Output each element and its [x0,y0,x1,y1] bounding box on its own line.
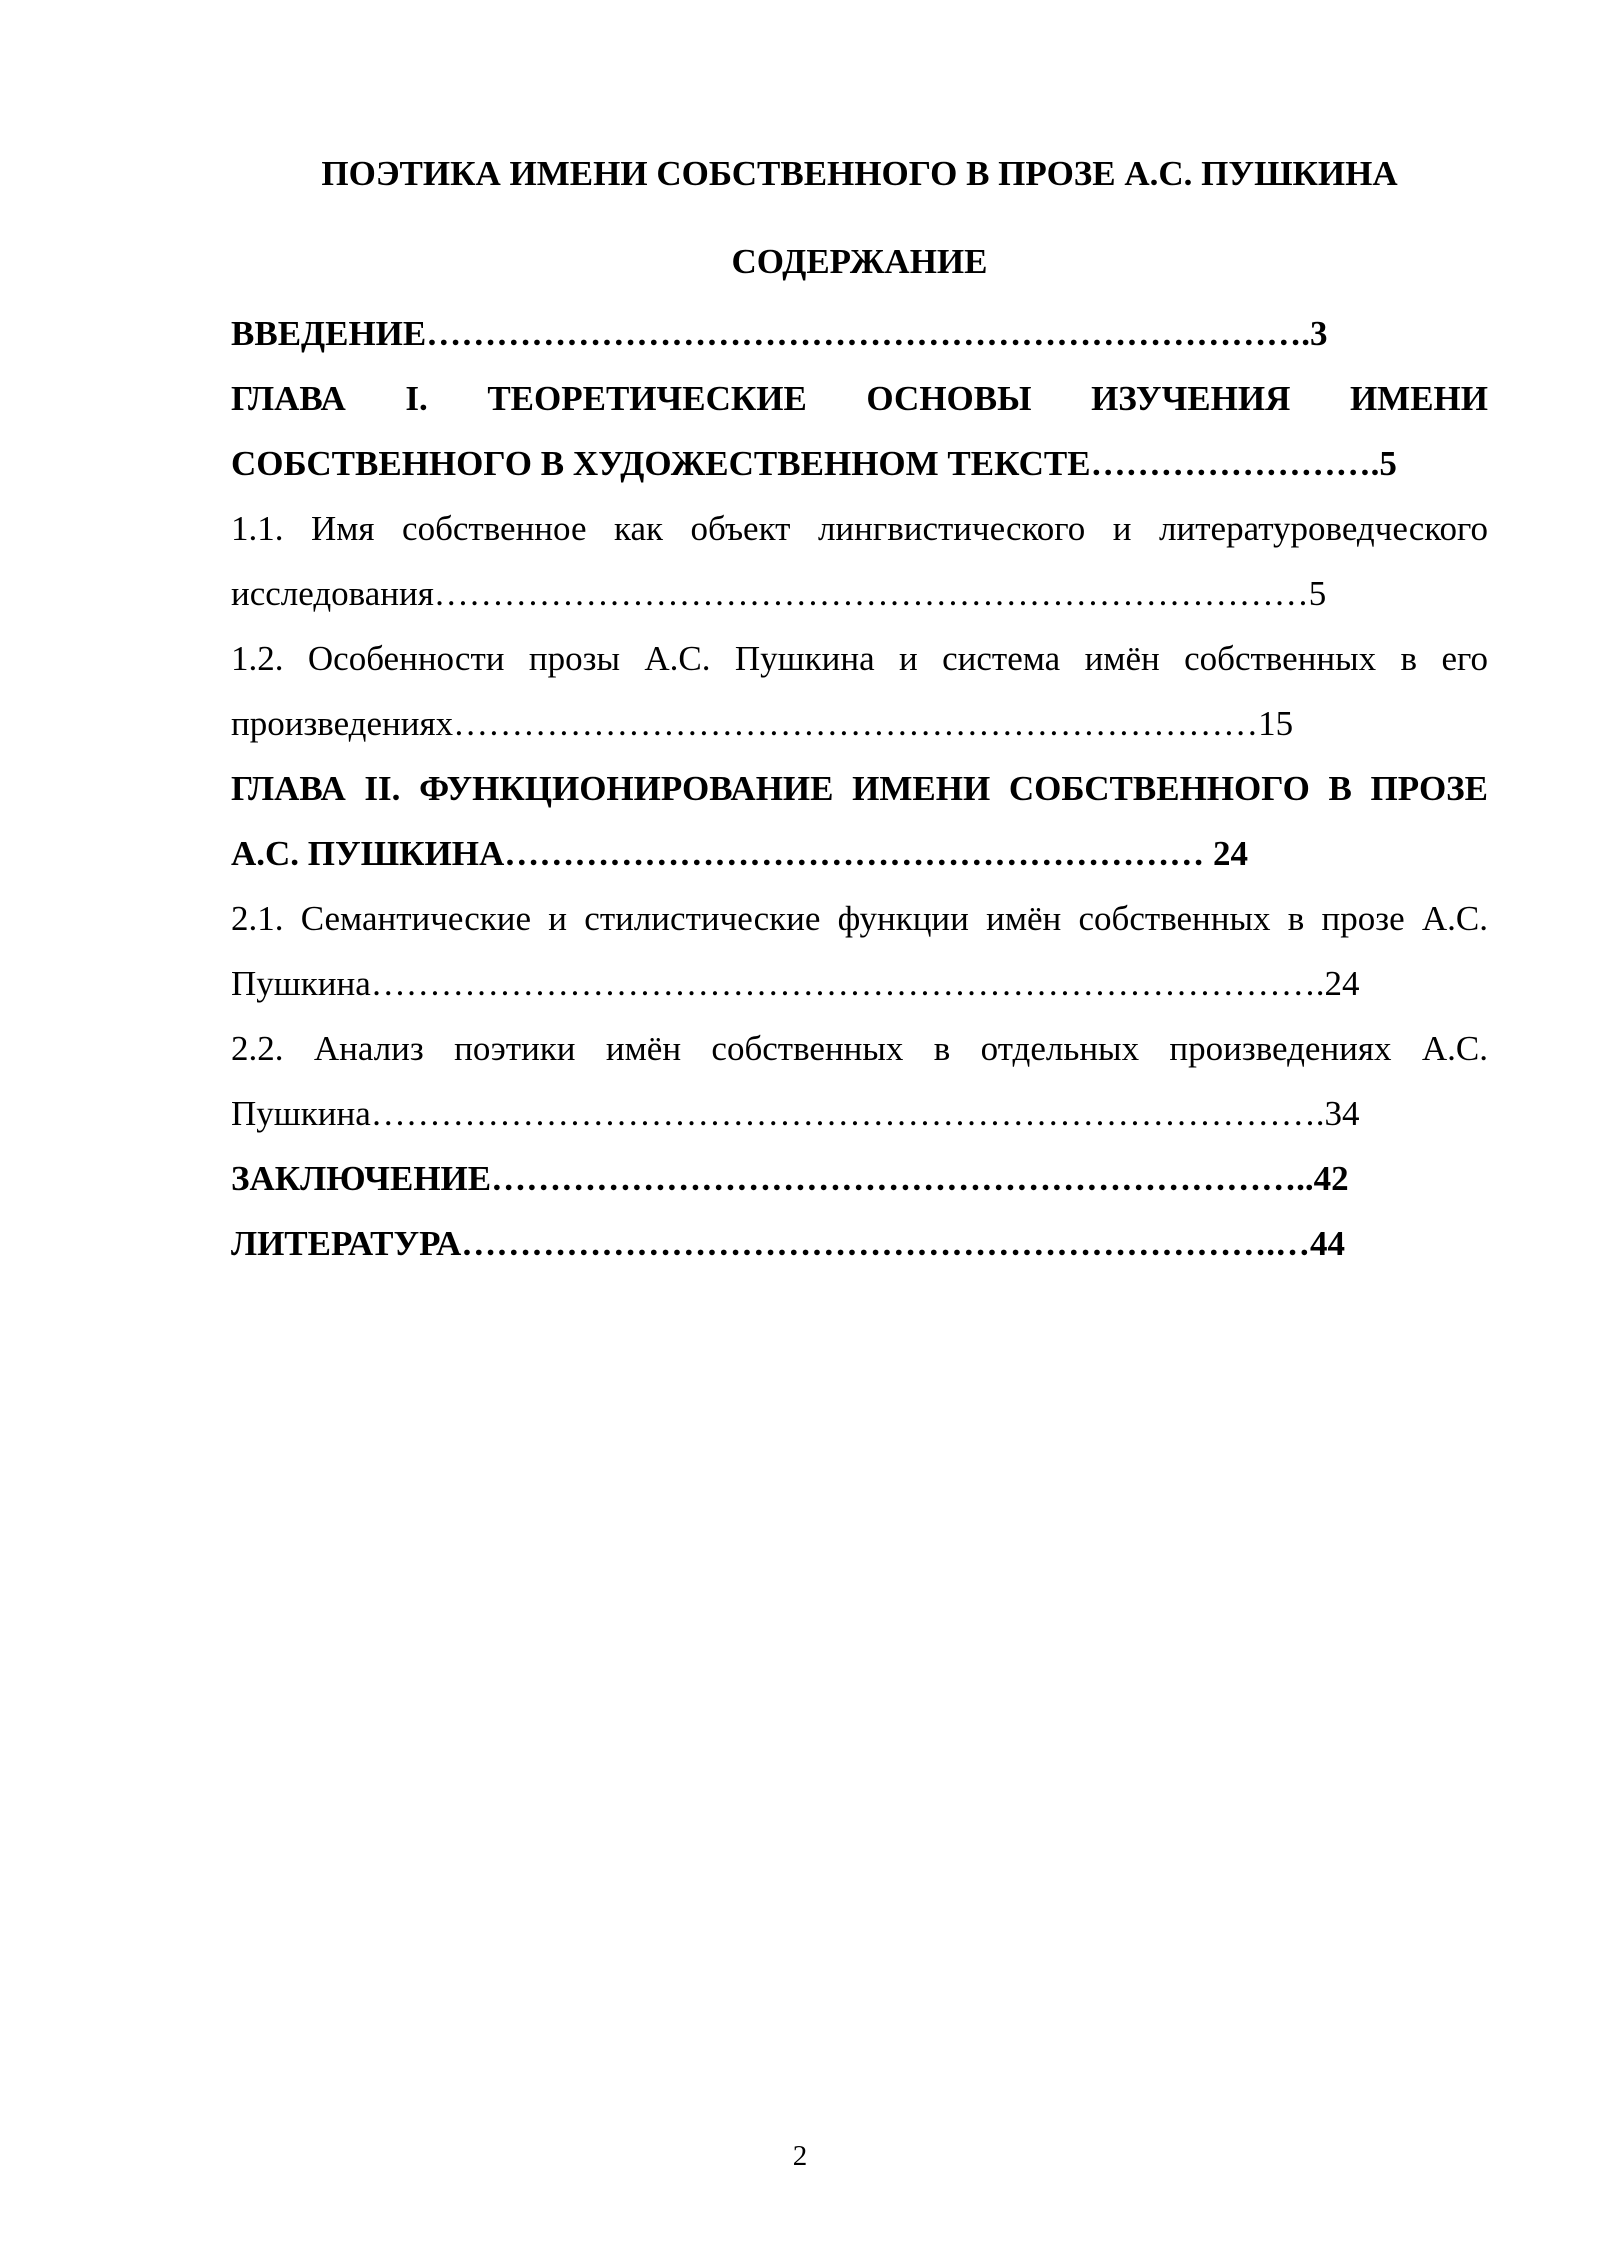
document-title: ПОЭТИКА ИМЕНИ СОБСТВЕННОГО В ПРОЗЕ А.С. ПУШКИНА [321,154,1398,193]
toc-entry-chapter-2[interactable]: ГЛАВА II. ФУНКЦИОНИРОВАНИЕ ИМЕНИ СОБСТВЕННОГО В ПРОЗЕ А.С. ПУШКИНА…………………………………………………… 24 [231,769,1488,873]
toc-entry-conclusion[interactable]: ЗАКЛЮЧЕНИЕ……………………………………………………………..42 [231,1159,1349,1198]
toc-entry-section-1-2[interactable]: 1.2. Особенности прозы А.С. Пушкина и система имён собственных в его произведениях……………………………………………………………15 [231,639,1488,743]
toc-entry-introduction[interactable]: ВВЕДЕНИЕ………………………………………………………………….3 [231,314,1328,353]
toc-heading: СОДЕРЖАНИЕ [731,242,988,281]
toc-entry-section-2-2[interactable]: 2.2. Анализ поэтики имён собственных в отдельных произведениях А.С. Пушкина……………………………………………………………………….34 [231,1029,1488,1133]
page-number: 2 [792,2140,808,2172]
toc-entry-section-2-1[interactable]: 2.1. Семантические и стилистические функции имён собственных в прозе А.С. Пушкина……………………………………………………………………….24 [231,899,1488,1003]
toc-entry-chapter-1[interactable]: ГЛАВА I. ТЕОРЕТИЧЕСКИЕ ОСНОВЫ ИЗУЧЕНИЯ ИМЕНИ СОБСТВЕННОГО В ХУДОЖЕСТВЕННОМ ТЕКСТЕ…………………….5 [231,379,1488,483]
table-of-contents [231,301,1488,1276]
toc-entry-literature[interactable]: ЛИТЕРАТУРА…………………………………………………………….…44 [231,1224,1346,1263]
toc-entry-section-1-1[interactable]: 1.1. Имя собственное как объект лингвистического и литературоведческого исследования…………………………………………………………………5 [231,509,1488,613]
